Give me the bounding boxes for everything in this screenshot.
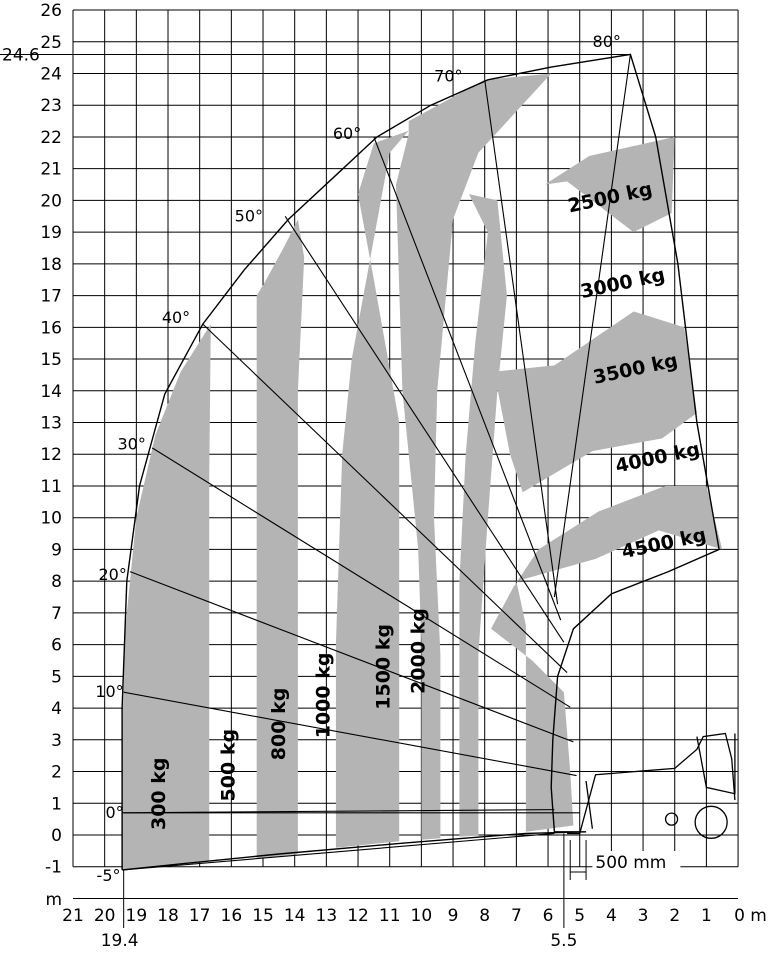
y-tick-label: 12 — [40, 445, 62, 466]
x-tick-label: 2 — [669, 906, 681, 926]
boom-angle-label: 30° — [117, 434, 146, 454]
x-tick-label: 18 — [157, 906, 179, 926]
x-tick-label: 5 — [574, 906, 586, 926]
y-tick-label: 5 — [51, 667, 62, 688]
boom-angle-label: -5° — [96, 866, 121, 886]
min-reach-value: 5.5 — [550, 931, 578, 951]
load-zone-label: 2000 kg — [407, 608, 430, 694]
x-tick-label: 11 — [378, 906, 401, 926]
x-tick-label: 10 — [410, 906, 433, 926]
load-zone-label: 800 kg — [268, 687, 291, 761]
x-tick-label: 7 — [510, 906, 522, 926]
y-tick-label: 3 — [51, 730, 62, 751]
x-tick-label: 8 — [479, 906, 491, 926]
x-tick-label: 12 — [347, 906, 369, 926]
y-tick-label: 2 — [51, 762, 62, 783]
x-tick-label: 20 — [93, 906, 116, 926]
y-tick-label: 1 — [51, 794, 62, 815]
y-tick-label: 4 — [51, 699, 62, 720]
y-tick-label: 19 — [40, 223, 62, 244]
load-zone-label: 300 kg — [147, 757, 170, 831]
load-zone-label: 3000 kg — [578, 263, 668, 304]
y-tick-label: 15 — [40, 350, 62, 371]
x-tick-label: 0 m — [734, 906, 767, 926]
load-zone-label: 500 kg — [217, 728, 240, 802]
boom-angle-label: 80° — [592, 31, 621, 51]
y-tick-label: 17 — [40, 286, 62, 307]
x-tick-label: 9 — [447, 906, 459, 926]
y-tick-label: 8 — [51, 572, 62, 593]
y-tick-label: 22 — [40, 127, 62, 148]
zone-800kg — [257, 219, 305, 858]
y-tick-label: 24 — [40, 64, 62, 85]
boom-angle-label: 0° — [105, 802, 124, 822]
x-tick-label: 21 — [62, 906, 84, 926]
x-tick-label: 15 — [252, 906, 274, 926]
boom-angle-label: 10° — [95, 682, 124, 702]
y-tick-label: 25 — [40, 32, 62, 53]
load-zone-label: 1000 kg — [312, 652, 335, 739]
y-axis-unit: m — [45, 890, 62, 910]
y-tick-label: 13 — [40, 413, 62, 434]
dimension-label: 500 mm — [595, 853, 667, 873]
x-tick-label: 3 — [637, 906, 649, 926]
y-tick-label: 0 — [51, 826, 62, 846]
x-tick-label: 19 — [125, 906, 148, 926]
x-tick-label: 1 — [700, 906, 712, 926]
y-tick-label: 11 — [40, 476, 62, 497]
x-tick-label: 4 — [605, 906, 617, 926]
load-zone-label: 1500 kg — [372, 623, 395, 710]
y-tick-label: 18 — [40, 254, 62, 275]
boom-angle-label: 60° — [332, 123, 362, 143]
max-height-value: 24.6 — [2, 45, 40, 66]
boom-angle-label: 40° — [161, 307, 191, 327]
x-tick-label: 13 — [315, 906, 338, 926]
y-tick-label: 10 — [40, 508, 62, 529]
load-zone-label: 2500 kg — [565, 178, 655, 218]
y-tick-label: 14 — [40, 381, 62, 402]
max-reach-value: 19.4 — [100, 931, 139, 951]
load-zone-label: 3500 kg — [591, 349, 680, 389]
y-tick-label: 16 — [40, 318, 62, 339]
x-tick-label: 17 — [188, 906, 211, 926]
y-tick-label: 7 — [51, 603, 62, 624]
boom-angle-label: 70° — [434, 66, 463, 86]
x-tick-label: 16 — [220, 906, 243, 926]
y-tick-label: -1 — [45, 857, 62, 878]
load-zone-label: 4500 kg — [619, 523, 709, 564]
load-zone-label: 4000 kg — [613, 438, 702, 478]
x-tick-label: 6 — [542, 906, 554, 926]
y-tick-label: 21 — [40, 159, 62, 180]
y-tick-label: 26 — [40, 1, 62, 22]
x-tick-label: 14 — [283, 906, 306, 926]
y-tick-label: 6 — [51, 635, 62, 656]
boom-angle-label: 20° — [98, 564, 127, 584]
y-tick-label: 20 — [40, 191, 62, 212]
y-tick-label: 9 — [51, 540, 62, 561]
y-tick-label: 23 — [40, 96, 62, 117]
boom-angle-label: 50° — [234, 206, 264, 226]
